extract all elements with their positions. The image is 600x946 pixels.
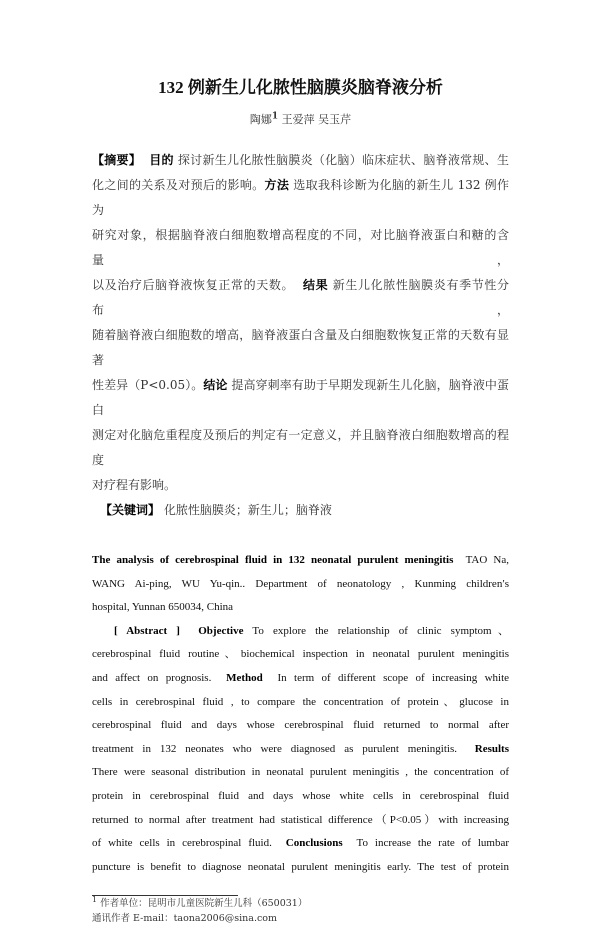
abstract-text: 随着脑脊液白细胞数的增高，脑脊液蛋白含量及白细胞数恢复正常的天数有显著	[92, 328, 509, 367]
english-title: The analysis of cerebrospinal fluid in 132 neonatal purulent meningitis	[92, 554, 454, 566]
abstract-text: protein in cerebrospinal fluid and days whose white cells in cerebrospinal fluid	[92, 789, 509, 802]
english-authors: TAO Na,	[465, 554, 510, 566]
abstract-text: 探讨新生儿化脓性脑膜炎（化脑）临床症状、脑脊液常规、生	[177, 153, 509, 167]
abstract-text: 性差异（P<0.05）。	[92, 378, 204, 392]
abstract-text: cerebrospinal fluid and days whose cerebrospinal fluid returned to normal after	[92, 719, 509, 732]
author-sup: 1	[271, 111, 279, 122]
abstract-text: To explore the relationship of clinic symptom、	[252, 624, 510, 637]
conclusion-label: 结论	[203, 378, 228, 392]
abstract-text: There were seasonal distribution in neonatal purulent meningitis , the concentration of	[92, 766, 509, 779]
abstract-text: 研究对象，根据脑脊液白细胞数增高程度的不同，对比脑脊液蛋白和糖的含量，	[92, 228, 509, 267]
abstract-label: [ Abstract ]	[114, 624, 180, 637]
author-others: 王爱萍 吴玉芹	[281, 113, 352, 126]
footnote-affiliation	[92, 896, 509, 911]
conclusions-label: Conclusions	[285, 837, 343, 850]
author-first: 陶娜	[249, 113, 272, 126]
abstract-text: cells in cerebrospinal fluid , to compare the concentration of protein、glucose in	[92, 695, 509, 708]
results-label: 结果	[303, 278, 329, 292]
abstract-text: 以及治疗后脑脊液恢复正常的天数。	[92, 278, 295, 292]
abstract-label: 【摘要】	[92, 153, 142, 167]
abstract-text: 提高穿刺率有助于早期发现新生儿化脑，脑脊液中蛋白	[92, 378, 509, 417]
abstract-text: 测定对化脑危重程度及预后的判定有一定意义，并且脑脊液白细胞数增高的程度	[92, 428, 509, 467]
abstract-text: 化之间的关系及对预后的影响。	[92, 178, 265, 192]
abstract-text: cerebrospinal fluid routine、biochemical inspection in neonatal purulent meningitis	[92, 648, 509, 661]
footnote-sup: 1	[92, 895, 98, 905]
abstract-text: To increase the rate of lumbar	[356, 837, 510, 850]
affiliation-text: hospital, Yunnan 650034, China	[92, 601, 234, 614]
keywords-label: 【关键词】	[100, 503, 161, 517]
keywords	[92, 498, 509, 523]
method-label: Method	[226, 671, 263, 684]
keywords-text: 化脓性脑膜炎；新生儿；脑脊液	[163, 503, 332, 517]
footnote-contact: 通讯作者 E-mail：taona2006@sina.com	[92, 913, 278, 925]
abstract-text: 新生儿化脓性脑膜炎有季节性分布，	[92, 278, 509, 317]
objective-label: 目的	[149, 153, 174, 167]
objective-label: Objective	[198, 624, 244, 637]
abstract-text: puncture is benefit to diagnose neonatal purulent meningitis early. The test of protein	[92, 860, 509, 873]
method-label: 方法	[264, 178, 290, 192]
abstract-text: of white cells in cerebrospinal fluid.	[92, 837, 272, 850]
chinese-abstract	[92, 148, 509, 523]
authors	[92, 112, 509, 128]
affiliation-text: WANG Ai-ping, WU Yu-qin.. Department of neonatology , Kunming children′s	[92, 577, 509, 590]
english-abstract	[92, 573, 509, 880]
abstract-text: 对疗程有影响。	[92, 478, 177, 492]
abstract-text: treatment in 132 neonates who were diagnosed as purulent meningitis.	[92, 742, 457, 755]
footnote-text: 作者单位：昆明市儿童医院新生儿科（650031）	[100, 898, 308, 910]
english-title-line	[92, 549, 509, 573]
abstract-text: returned to normal after treatment had statistical difference（P<0.05）with increasing	[92, 813, 509, 826]
abstract-text: and affect on prognosis.	[92, 671, 212, 684]
abstract-text: 选取我科诊断为化脑的新生儿 132 例作为	[92, 178, 509, 217]
abstract-text: In term of different scope of increasing white	[277, 671, 510, 684]
results-label: Results	[474, 742, 509, 755]
paper-title: 132 例新生儿化脓性脑膜炎脑脊液分析	[158, 78, 443, 97]
